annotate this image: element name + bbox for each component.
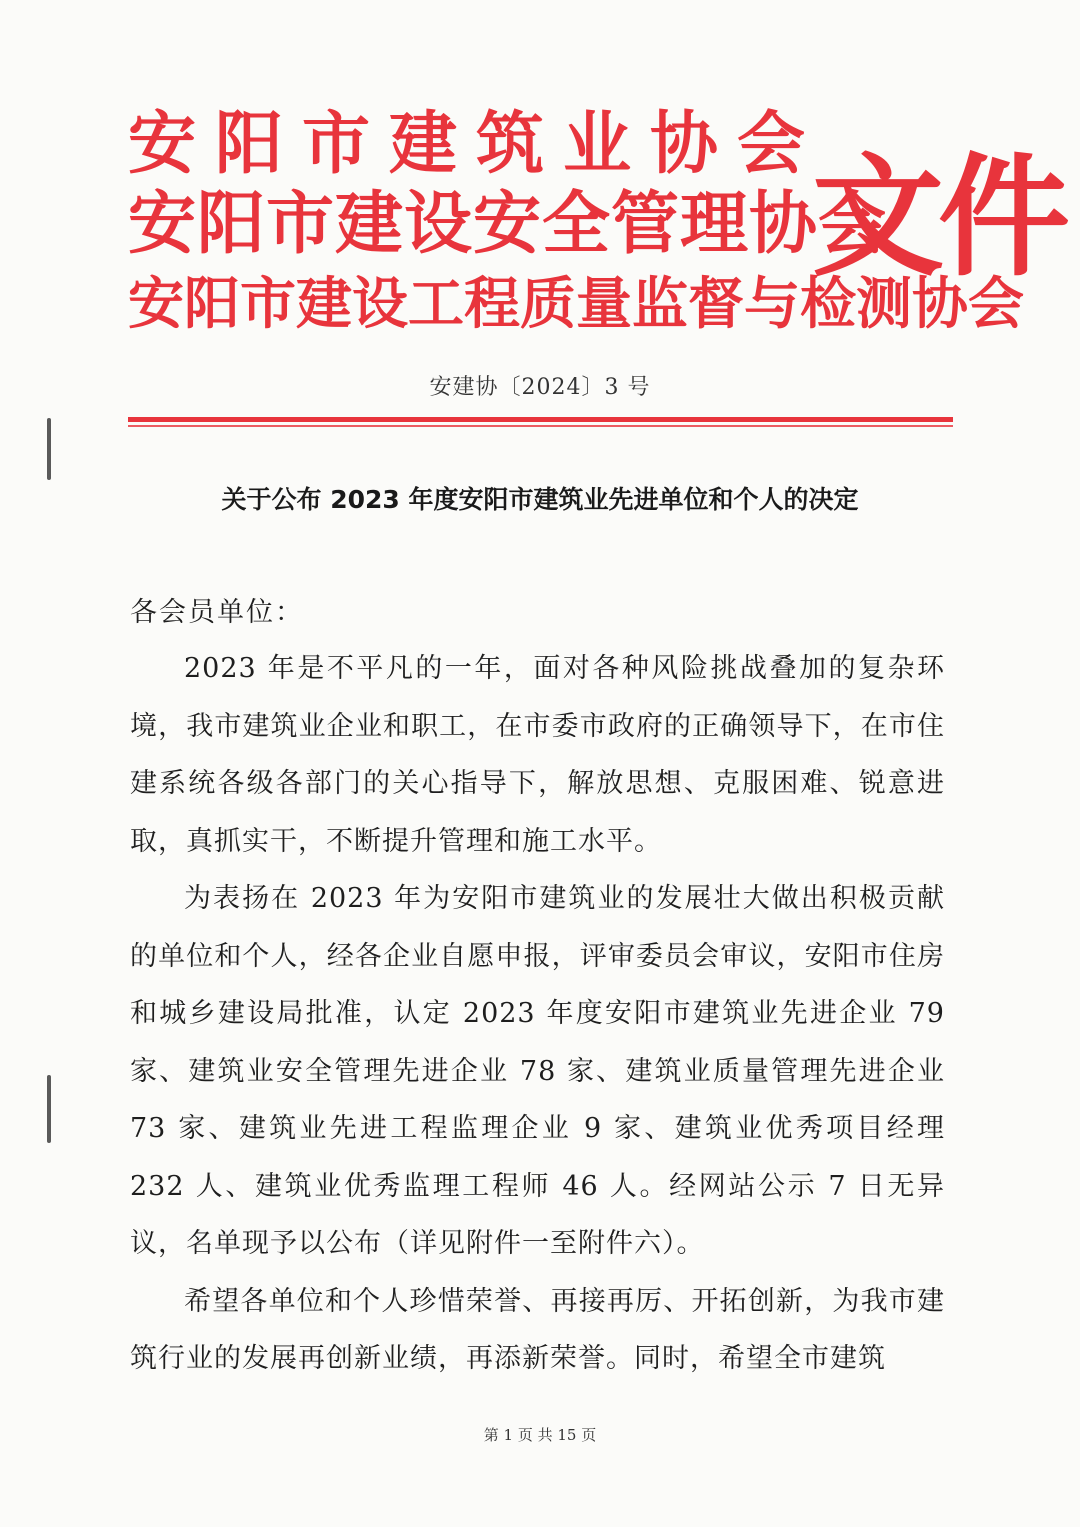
body-text bbox=[130, 640, 945, 1388]
red-divider bbox=[128, 417, 953, 422]
red-divider-thin bbox=[128, 425, 953, 427]
body-paragraph: 2023 年是不平凡的一年，面对各种风险挑战叠加的复杂环境，我市建筑业企业和职工，在市委市政府的正确领导下，在市住建系统各级各部门的关心指导下，解放思想、克服困难、锐意进取，真抓实干，不断提升管理和施工水平。 bbox=[130, 653, 945, 857]
org-name: 安阳市建筑业协会 bbox=[128, 105, 825, 184]
salutation: 各会员单位： bbox=[130, 597, 304, 628]
body-paragraph: 希望各单位和个人珍惜荣誉、再接再厉、开拓创新，为我市建筑行业的发展再创新业绩，再添新荣誉。同时，希望全市建筑 bbox=[130, 1285, 945, 1374]
page-footer: 第 1 页 共 15 页 bbox=[483, 1426, 597, 1444]
document-number: 安建协〔2024〕3 号 bbox=[429, 375, 651, 400]
header-document-suffix: 文件 bbox=[812, 141, 1064, 295]
org-name: 安阳市建设工程质量监督与检测协会 bbox=[128, 272, 1024, 337]
body-paragraph: 为表扬在 2023 年为安阳市建筑业的发展壮大做出积极贡献的单位和个人，经各企业自愿申报，评审委员会审议，安阳市住房和城乡建设局批准，认定 2023 年度安阳市建筑业先进企业 79 家、建筑业安全管理先进企业 78 家、建筑业质量管理先进企业 73 家、建筑业先进工程监理企业 9 家、建筑业优秀项目经理 232 人、建筑业优秀监理工程师 46 人。经网站公示 7 日无异议，名单现予以公布（详见附件一至附件六）。 bbox=[130, 883, 945, 1259]
binder-hole-mark bbox=[47, 418, 51, 480]
org-name: 安阳市建设安全管理协会 bbox=[128, 185, 888, 264]
binder-hole-mark bbox=[47, 1075, 51, 1143]
document-title: 关于公布 2023 年度安阳市建筑业先进单位和个人的决定 bbox=[221, 485, 859, 514]
